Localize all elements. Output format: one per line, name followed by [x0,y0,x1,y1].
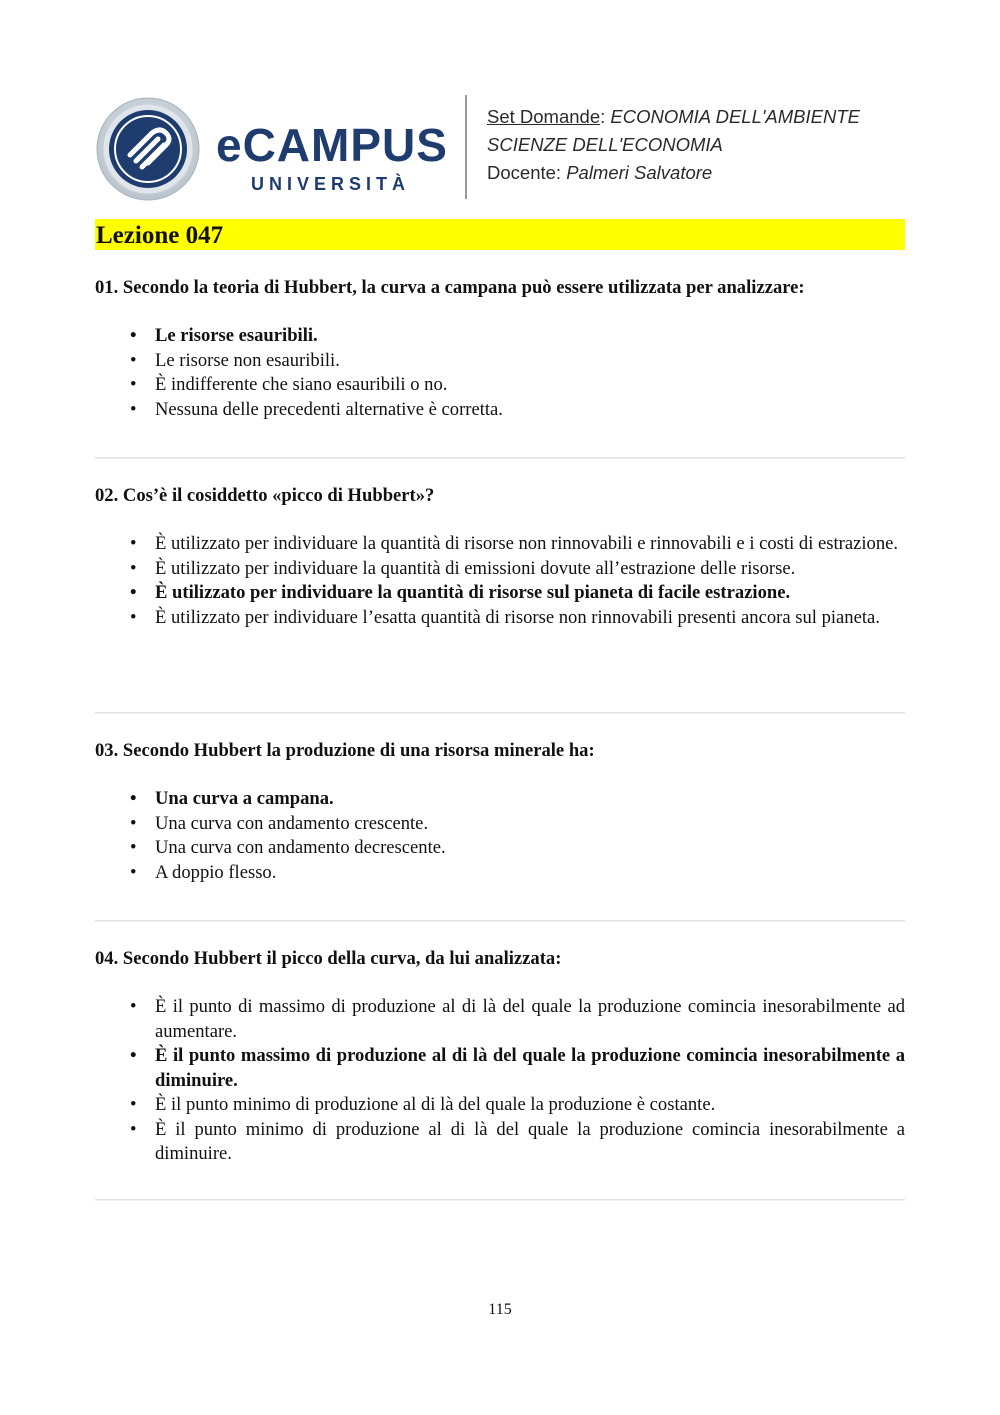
answer-correct: • Una curva a campana. [95,787,905,812]
document-header [96,93,906,203]
course-line-1 [487,103,860,131]
answer-list [95,787,905,885]
answer: • Le risorse non esauribili. [95,349,905,374]
answer: • Una curva con andamento crescente. [95,812,905,837]
answer: • È utilizzato per individuare l’esatta quantità di risorse non rinnovabili presenti ancora sul pianeta. [95,606,905,631]
course-name: ECONOMIA DELL'AMBIENTE [610,106,860,127]
question-2 [95,484,905,630]
answer-list [95,995,905,1167]
question-title: 02. Cos’è il cosiddetto «picco di Hubbert»? [95,485,435,506]
answer-correct: • È il punto massimo di produzione al di là del quale la produzione comincia inesorabilmente a diminuire. [95,1044,905,1093]
header-divider [465,95,467,199]
teacher-label: Docente [487,162,556,183]
question-separator [95,712,905,714]
answer: • Una curva con andamento decrescente. [95,836,905,861]
course-info [487,103,860,187]
set-separator: : [600,106,611,127]
course-line-2 [487,131,860,159]
teacher-separator: : [555,162,567,183]
question-separator [95,1199,905,1201]
question-3 [95,739,905,885]
answer-list [95,324,905,422]
ecampus-seal-logo [96,97,200,201]
question-title: 03. Secondo Hubbert la produzione di una risorsa minerale ha: [95,740,595,761]
answer-correct: • È utilizzato per individuare la quantità di risorse sul pianeta di facile estrazione. [95,581,905,606]
answer-list [95,532,905,630]
question-separator [95,457,905,459]
lesson-title: Lezione 047 [95,219,905,250]
question-title: 04. Secondo Hubbert il picco della curva, da lui analizzata: [95,948,562,969]
degree-name: SCIENZE DELL'ECONOMIA [487,134,723,155]
answer: • A doppio flesso. [95,861,905,886]
answer: • È utilizzato per individuare la quantità di emissioni dovute all’estrazione delle risorse. [95,557,905,582]
page-number: 115 [488,1301,512,1318]
answer: • Nessuna delle precedenti alternative è corretta. [95,398,905,423]
set-label: Set Domande [487,106,601,127]
ecampus-wordmark-logo [216,115,448,195]
answer: • È il punto minimo di produzione al di là del quale la produzione comincia inesorabilmente a diminuire. [95,1118,905,1167]
answer: • È utilizzato per individuare la quantità di risorse non rinnovabili e rinnovabili e i costi di estrazione. [95,532,905,557]
brand-text: eCAMPUS [216,119,448,171]
brand-subtitle: UNIVERSITÀ [251,174,411,194]
answer: • È il punto di massimo di produzione al di là del quale la produzione comincia inesorabilmente ad aumentare. [95,995,905,1044]
answer-correct: • Le risorse esauribili. [95,324,905,349]
answer: • È il punto minimo di produzione al di là del quale la produzione è costante. [95,1093,905,1118]
question-title: 01. Secondo la teoria di Hubbert, la curva a campana può essere utilizzata per analizzare: [95,277,805,298]
teacher-name: Palmeri Salvatore [566,162,713,183]
question-4 [95,947,905,1167]
question-separator [95,920,905,922]
teacher-line [487,159,860,187]
question-1 [95,276,905,422]
answer: • È indifferente che siano esauribili o no. [95,373,905,398]
